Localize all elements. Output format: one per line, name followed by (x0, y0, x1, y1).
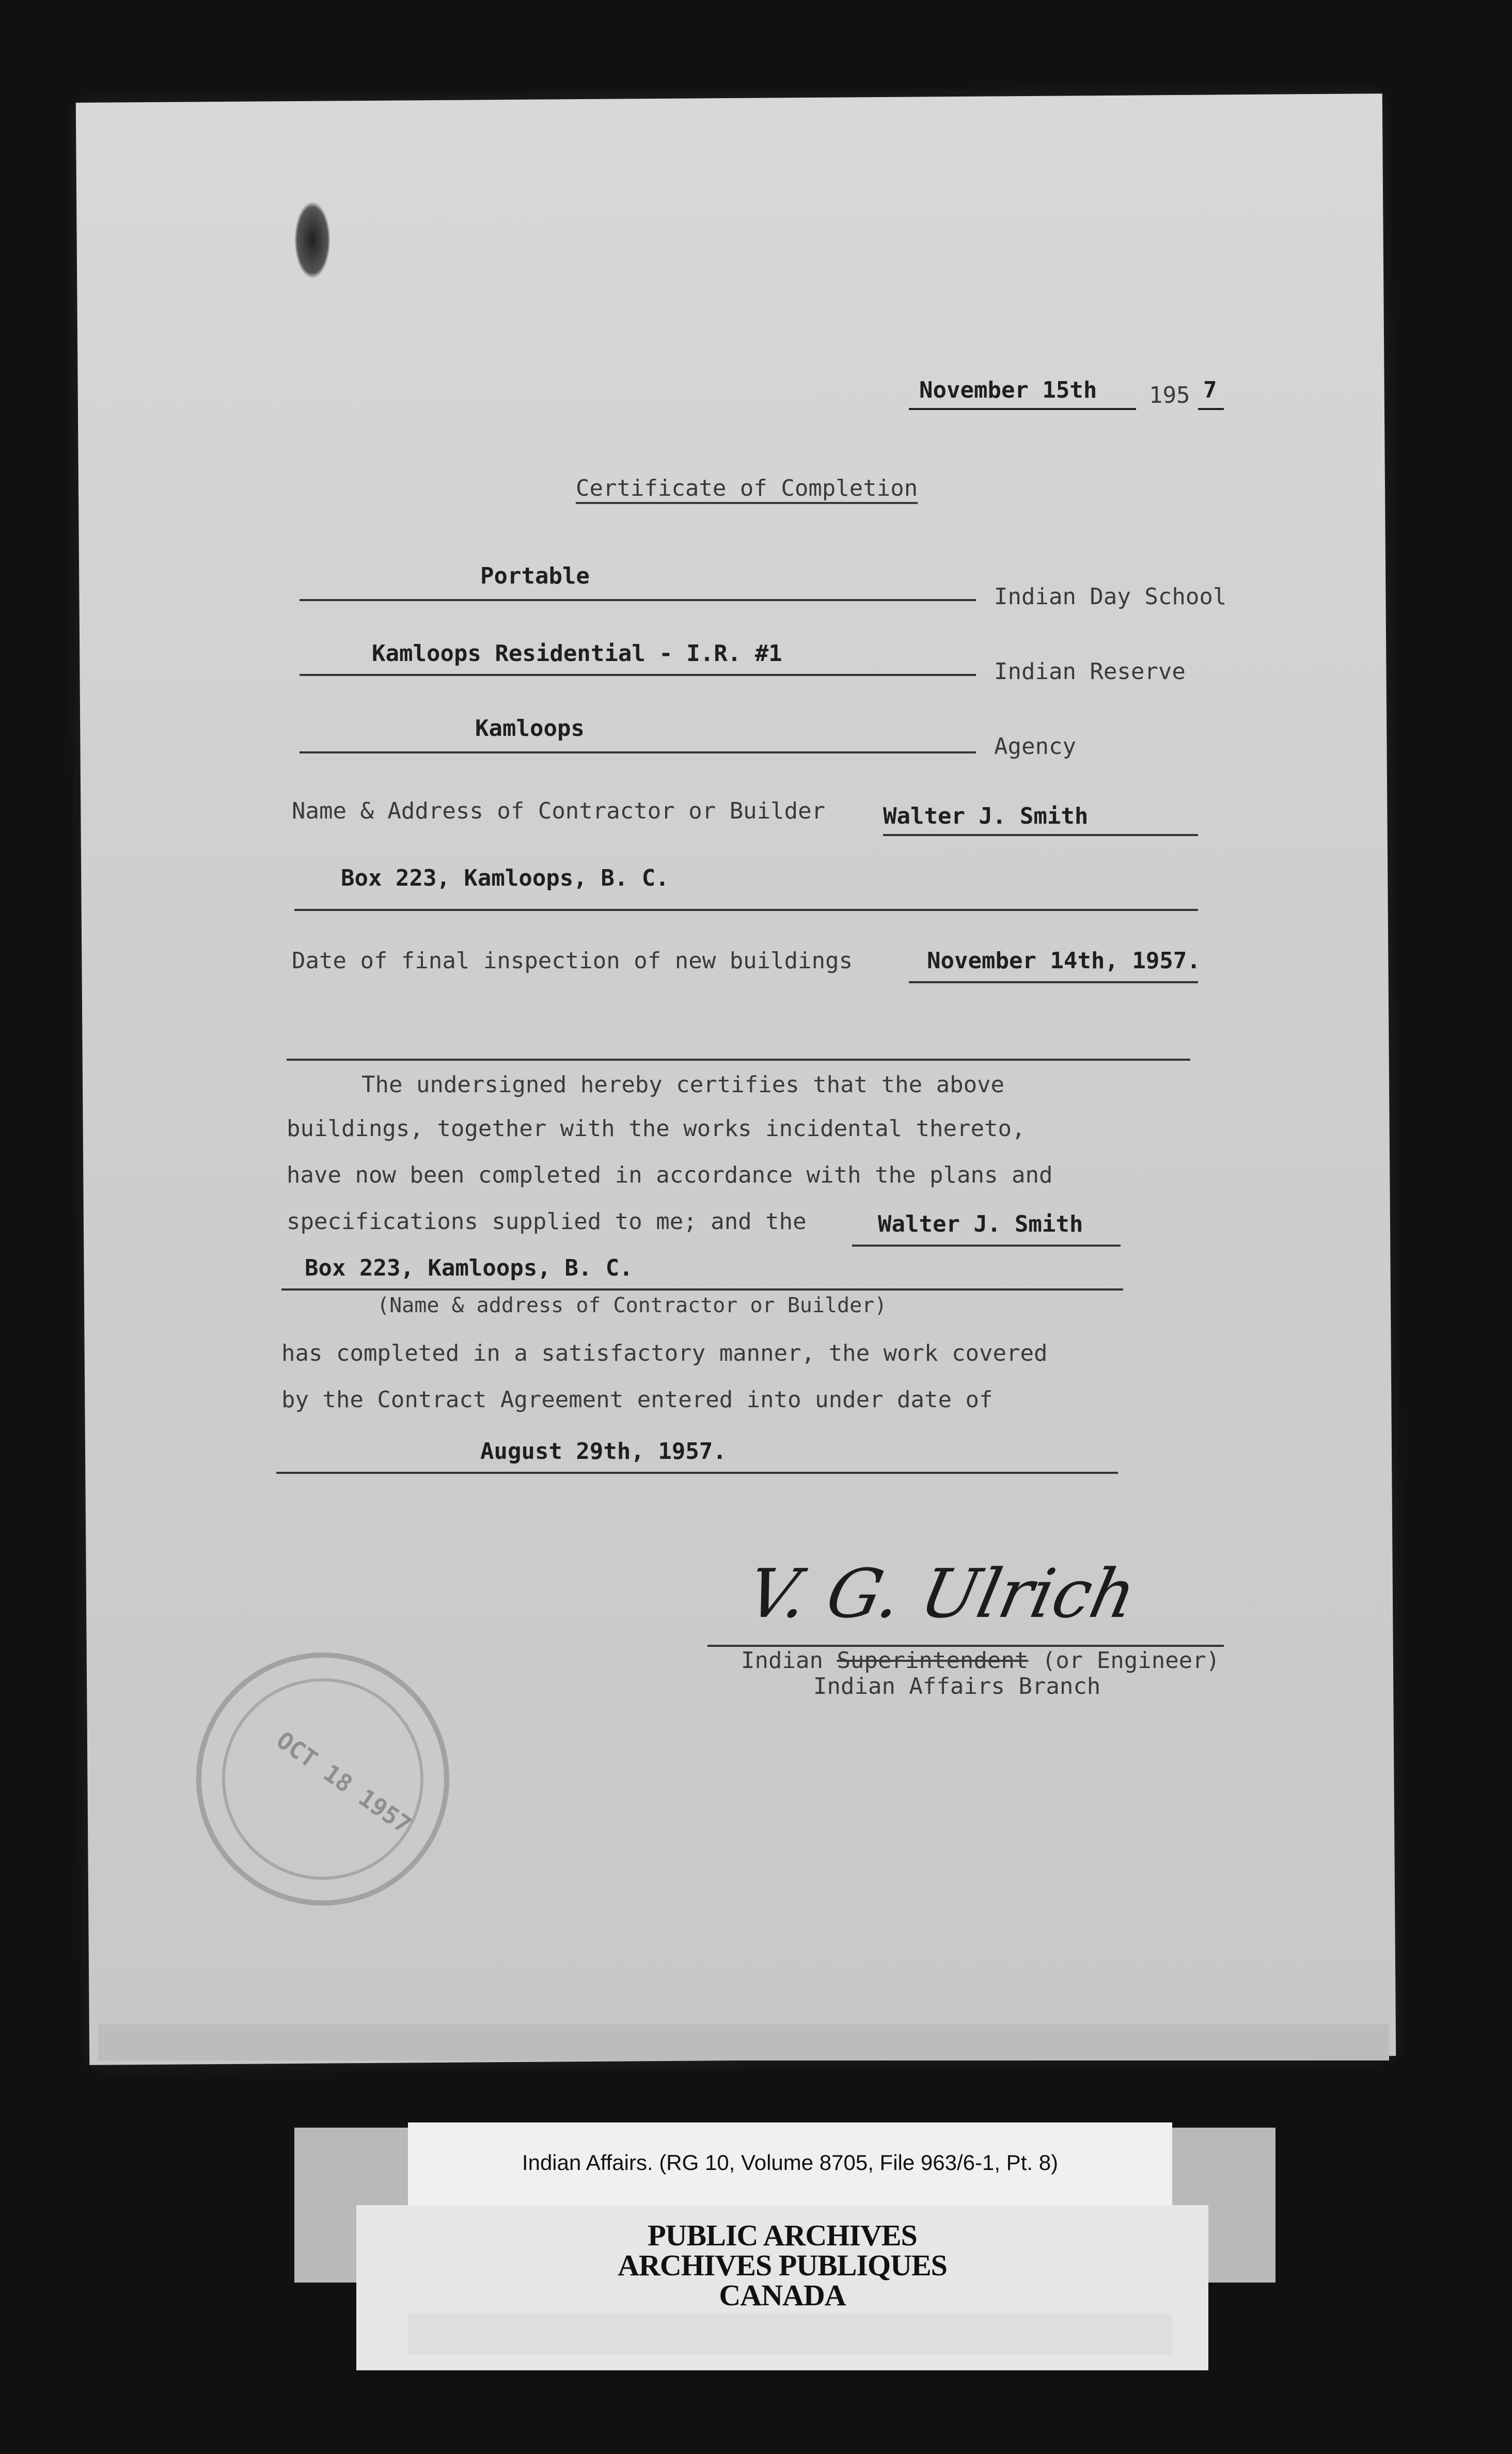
signature-title-struck: Superintendent (837, 1647, 1029, 1674)
stamp-date: OCT 18 1957 (271, 1726, 417, 1839)
body-caption: (Name & address of Contractor or Builder) (377, 1294, 887, 1317)
agency-value: Kamloops (475, 715, 585, 742)
agency-underline (300, 751, 976, 753)
paper-edge (98, 2024, 1389, 2060)
archive-reference-card (408, 2122, 1172, 2210)
signature-line (707, 1645, 1224, 1647)
body-address-underline (281, 1288, 1123, 1291)
reserve-label: Indian Reserve (994, 658, 1186, 685)
archive-line-1: PUBLIC ARCHIVES (648, 2219, 917, 2252)
agreement-underline (276, 1472, 1118, 1474)
contractor-label: Name & Address of Contractor or Builder (292, 798, 826, 824)
agreement-date: August 29th, 1957. (480, 1438, 727, 1465)
date-year-prefix: 195 (1149, 382, 1190, 408)
archive-line-3: CANADA (719, 2278, 846, 2312)
year-underline (1198, 408, 1224, 410)
blank-line (287, 1059, 1190, 1061)
contractor-address: Box 223, Kamloops, B. C. (341, 865, 669, 891)
body-line-4: specifications supplied to me; and the (287, 1208, 807, 1235)
reserve-value: Kamloops Residential - I.R. #1 (372, 640, 782, 667)
reserve-underline (300, 674, 976, 676)
body-line-7: by the Contract Agreement entered into under date of (281, 1387, 993, 1413)
inspection-underline (909, 981, 1198, 983)
date-underline (909, 408, 1136, 410)
date-day: November 15th (919, 377, 1097, 403)
agency-label: Agency (994, 733, 1076, 760)
body-contractor-name: Walter J. Smith (878, 1211, 1083, 1237)
signature-title-a: Indian (741, 1647, 837, 1674)
signature-title-line-2: Indian Affairs Branch (813, 1673, 1101, 1700)
body-line-1: The undersigned hereby certifies that the above (361, 1072, 1005, 1098)
body-line-6: has completed in a satisfactory manner, the work covered (281, 1340, 1048, 1366)
contractor-name-underline (883, 834, 1198, 836)
signature-title-b: (or Engineer) (1028, 1647, 1220, 1674)
signature-title-line-1 (741, 1647, 1220, 1674)
punch-hole (294, 201, 330, 279)
archive-line-2: ARCHIVES PUBLIQUES (618, 2248, 947, 2282)
body-line-2: buildings, together with the works incidental thereto, (287, 1115, 1026, 1142)
school-value: Portable (480, 563, 590, 589)
signature: V. G. Ulrich (740, 1554, 1143, 1633)
archive-reference: Indian Affairs. (RG 10, Volume 8705, File 963/6-1, Pt. 8) (522, 2150, 1059, 2175)
school-underline (300, 599, 976, 601)
contractor-name: Walter J. Smith (883, 803, 1089, 829)
body-contractor-address: Box 223, Kamloops, B. C. (305, 1255, 633, 1281)
school-label: Indian Day School (994, 584, 1227, 610)
inspection-date: November 14th, 1957. (927, 948, 1201, 974)
contractor-address-underline (294, 909, 1198, 911)
date-year-suffix: 7 (1203, 377, 1217, 403)
body-line-3: have now been completed in accordance with the plans and (287, 1162, 1053, 1188)
body-name-underline (852, 1245, 1121, 1247)
archive-label-strip (408, 2314, 1172, 2355)
inspection-label: Date of final inspection of new buildings (292, 948, 853, 974)
document-title: Certificate of Completion (576, 475, 918, 501)
